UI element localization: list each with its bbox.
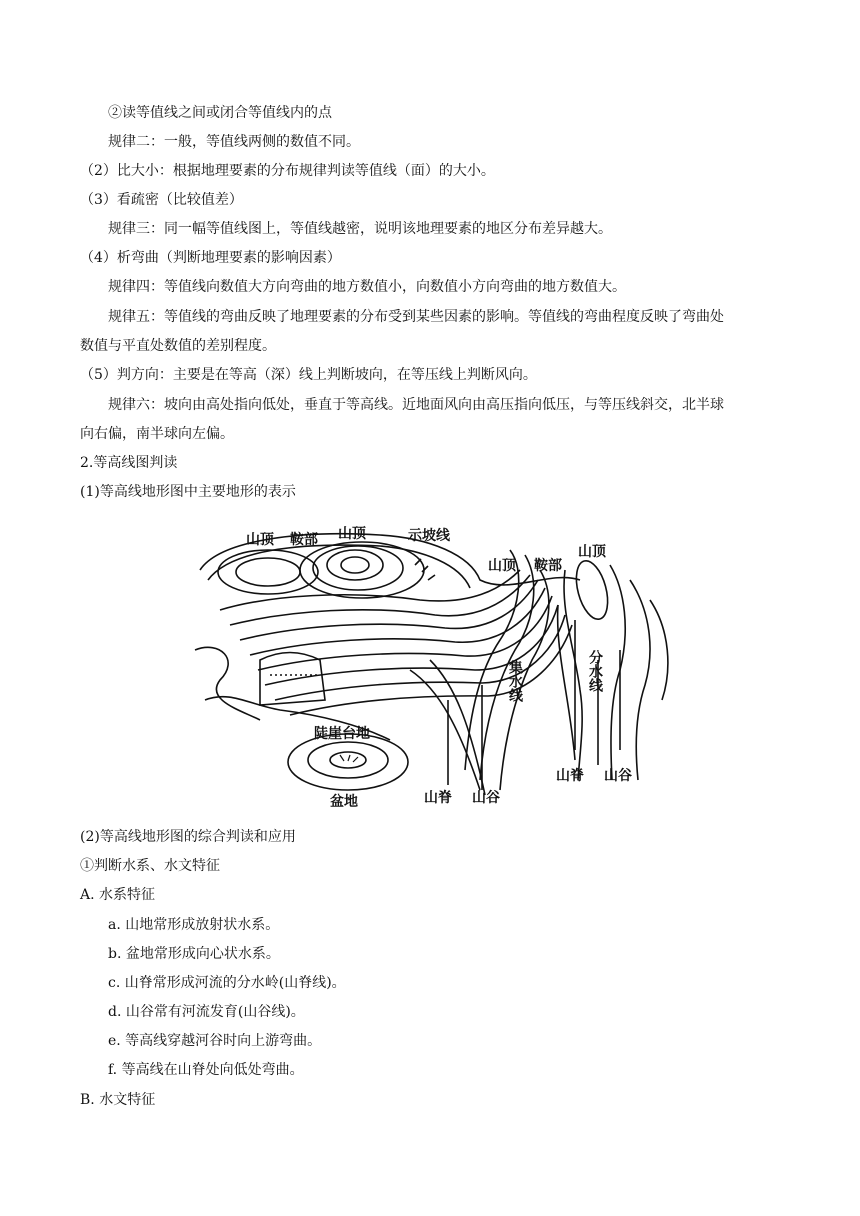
label-valley: 山谷 — [604, 768, 632, 784]
subsection-heading: (1)等高线地形图中主要地形的表示 — [80, 484, 296, 500]
subsection-heading: (2)等高线地形图的综合判读和应用 — [80, 829, 296, 845]
list-item: c. 山脊常形成河流的分水岭(山脊线)。 — [108, 975, 346, 991]
text-line: （2）比大小：根据地理要素的分布规律判读等值线（面）的大小。 — [80, 163, 495, 179]
label-ridge: 山脊 — [556, 768, 584, 784]
text-line: ①判断水系、水文特征 — [80, 858, 220, 874]
label-slope-indicator: 示坡线 — [408, 528, 450, 544]
label-saddle: 鞍部 — [290, 532, 318, 548]
text-line: 规律二：一般，等值线两侧的数值不同。 — [108, 134, 360, 150]
contour-map-figure — [180, 510, 680, 810]
text-line: 向右偏，南半球向左偏。 — [80, 426, 234, 442]
text-line: B. 水文特征 — [80, 1092, 156, 1108]
label-peak: 山顶 — [246, 532, 274, 548]
label-ridge-line: 分水线 — [587, 650, 603, 692]
list-item: d. 山谷常有河流发育(山谷线)。 — [108, 1004, 305, 1020]
section-heading: 2.等高线图判读 — [80, 455, 178, 471]
label-valley: 山谷 — [472, 790, 500, 806]
text-line: （4）析弯曲（判断地理要素的影响因素） — [80, 250, 341, 266]
text-line: ②读等值线之间或闭合等值线内的点 — [108, 105, 332, 121]
list-item: e. 等高线穿越河谷时向上游弯曲。 — [108, 1033, 322, 1049]
label-valley-line: 集水线 — [507, 660, 523, 702]
text-line: （5）判方向：主要是在等高（深）线上判断坡向，在等压线上判断风向。 — [80, 367, 537, 383]
label-ridge: 山脊 — [424, 790, 452, 806]
label-saddle: 鞍部 — [534, 558, 562, 574]
label-cliff-plateau: 陡崖台地 — [314, 726, 370, 742]
text-line: 规律六：坡向由高处指向低处，垂直于等高线。近地面风向由高压指向低压，与等压线斜交，北半球 — [108, 397, 724, 413]
text-line: 规律五：等值线的弯曲反映了地理要素的分布受到某些因素的影响。等值线的弯曲程度反映了弯曲处 — [108, 309, 724, 325]
label-peak: 山顶 — [578, 544, 606, 560]
text-line: 规律四：等值线向数值大方向弯曲的地方数值小，向数值小方向弯曲的地方数值大。 — [108, 279, 626, 295]
text-line: A. 水系特征 — [80, 887, 156, 903]
text-line: 数值与平直处数值的差别程度。 — [80, 338, 276, 354]
text-line: 规律三：同一幅等值线图上，等值线越密，说明该地理要素的地区分布差异越大。 — [108, 221, 612, 237]
list-item: f. 等高线在山脊处向低处弯曲。 — [108, 1062, 304, 1078]
label-peak: 山顶 — [338, 526, 366, 542]
label-peak: 山顶 — [488, 558, 516, 574]
list-item: b. 盆地常形成向心状水系。 — [108, 946, 280, 962]
label-basin: 盆地 — [330, 794, 358, 810]
list-item: a. 山地常形成放射状水系。 — [108, 917, 280, 933]
text-line: （3）看疏密（比较值差） — [80, 192, 243, 208]
